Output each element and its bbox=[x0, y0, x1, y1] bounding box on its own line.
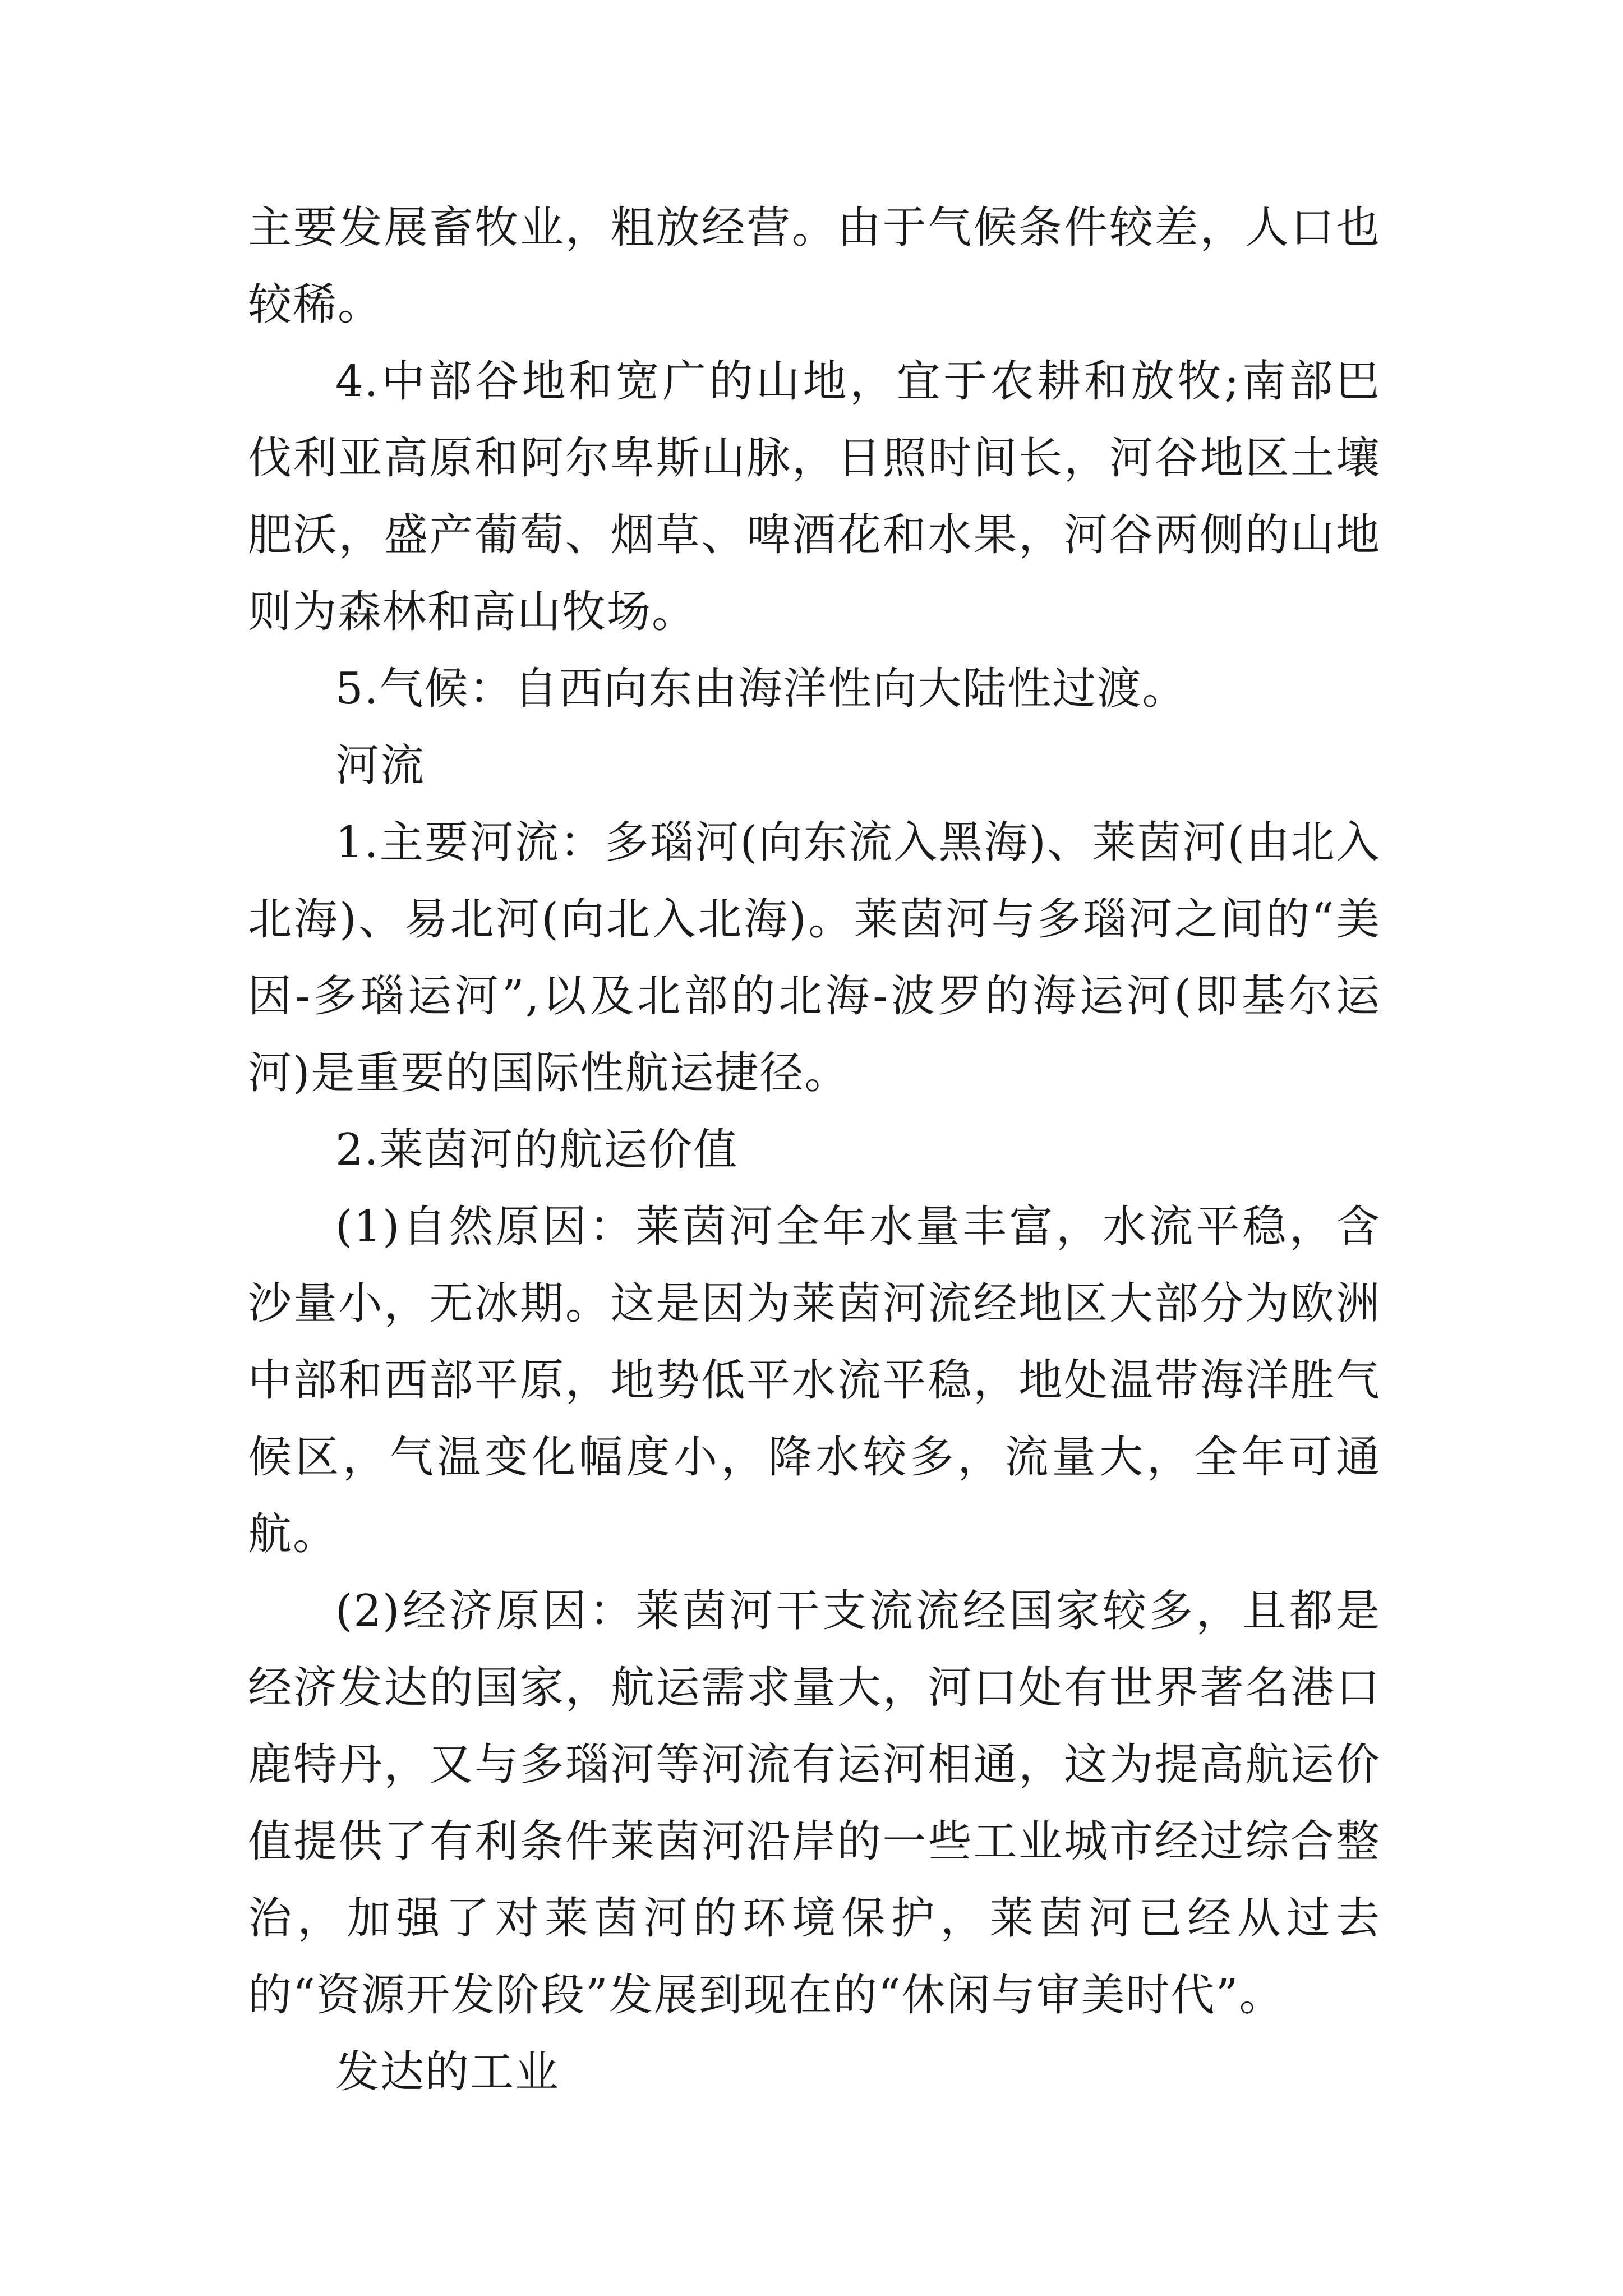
section-heading-industry: 发达的工业 bbox=[335, 2047, 560, 2097]
paragraph-natural-reasons: (1)自然原因：莱茵河全年水量丰富，水流平稳，含沙量小，无冰期。这是因为莱茵河流经地区大部分为欧洲中部和西部平原，地势低平水流平稳，地处温带海洋胜气候区，气温变化幅度小，降水较多，流量大，全年可通航。 bbox=[248, 1202, 1381, 1559]
paragraph-herding-continuation: 主要发展畜牧业，粗放经营。由于气候条件较差，人口也较稀。 bbox=[248, 203, 1381, 330]
section-heading-rivers: 河流 bbox=[335, 740, 426, 791]
document-page bbox=[248, 190, 1381, 2111]
subheading-rhine-navigation: 2.莱茵河的航运价值 bbox=[335, 1125, 739, 1175]
paragraph-climate: 5.气候：自西向东由海洋性向大陆性过渡。 bbox=[335, 664, 1187, 714]
paragraph-economic-reasons: (2)经济原因：莱茵河干支流流经国家较多，且都是经济发达的国家，航运需求量大，河口处有世界著名港口鹿特丹，又与多瑙河等河流有运河相通，这为提高航运价值提供了有利条件莱茵河沿岸的一些工业城市经过综合整治，加强了对莱茵河的环境保护，莱茵河已经从过去的“资源开发阶段”发展到现在的“休闲与审美时代”。 bbox=[248, 1586, 1381, 2021]
paragraph-main-rivers: 1.主要河流：多瑙河(向东流入黑海)、莱茵河(由北入北海)、易北河(向北入北海)。莱茵河与多瑙河之间的“美因-多瑙运河”,以及北部的北海-波罗的海运河(即基尔运河)是重要的国际性航运捷径。 bbox=[248, 817, 1381, 1098]
paragraph-central-valleys: 4.中部谷地和宽广的山地，宜于农耕和放牧;南部巴伐利亚高原和阿尔卑斯山脉，日照时间长，河谷地区土壤肥沃，盛产葡萄、烟草、啤酒花和水果，河谷两侧的山地则为森林和高山牧场。 bbox=[248, 356, 1381, 637]
